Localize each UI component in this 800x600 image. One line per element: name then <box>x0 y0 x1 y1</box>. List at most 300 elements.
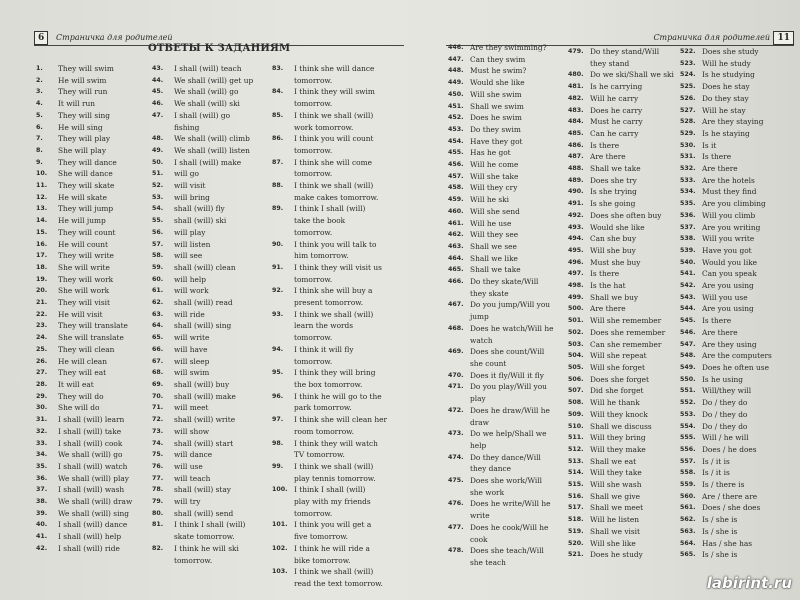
answer-item <box>36 274 132 286</box>
answer-number: 531. <box>680 153 696 161</box>
answer-item <box>680 198 772 210</box>
answer-item <box>272 110 387 133</box>
answer-number: 456. <box>448 161 464 169</box>
answer-item <box>36 215 132 227</box>
answer-item <box>36 63 132 75</box>
answer-item <box>448 54 554 66</box>
answer-item <box>568 210 674 222</box>
answers-column-1 <box>36 63 132 555</box>
answer-item <box>568 175 674 187</box>
answer-number: 81. <box>152 521 164 529</box>
answer-number: 21. <box>36 299 48 307</box>
answer-text: We shall (will) go <box>58 450 123 460</box>
answer-number: 4. <box>36 100 43 108</box>
answer-text: I think we shall (will) play tennis tomorrow. <box>294 461 376 483</box>
answer-item <box>272 180 387 203</box>
answer-text: I think they will watch TV tomorrow. <box>294 438 378 460</box>
answer-number: 460. <box>448 207 464 215</box>
answer-item <box>448 405 554 428</box>
answer-item <box>568 397 674 409</box>
answer-text: Does she teach/Will she teach <box>470 546 544 567</box>
answer-item <box>448 206 554 218</box>
answer-number: 500. <box>568 305 584 313</box>
answer-item <box>680 444 772 456</box>
answer-item <box>36 75 132 87</box>
answer-text: I think they will visit us tomorrow. <box>294 262 382 284</box>
answer-number: 458. <box>448 184 464 192</box>
answer-number: 524. <box>680 71 696 79</box>
answers-column-4 <box>448 42 554 569</box>
answer-item <box>36 367 132 379</box>
answer-item <box>680 421 772 433</box>
answer-text: I think she will come tomorrow. <box>294 157 372 179</box>
answer-number: 533. <box>680 176 696 184</box>
answer-number: 18. <box>36 263 48 271</box>
answer-item <box>152 145 253 157</box>
answer-item <box>36 145 132 157</box>
answer-item <box>448 498 554 521</box>
answer-number: 8. <box>36 146 43 154</box>
answer-item <box>568 128 674 140</box>
answer-text: shall (will) send <box>174 508 234 518</box>
answer-text: Will he listen <box>590 515 640 525</box>
answer-number: 497. <box>568 270 584 278</box>
answer-text: I think you will get a five tomorrow. <box>294 520 372 542</box>
answer-text: Does it fly/Will it fly <box>470 370 544 380</box>
answer-text: I shall (will) make <box>174 157 242 167</box>
answer-item <box>568 467 674 479</box>
answer-item <box>36 320 132 332</box>
answer-text: Will she forget <box>590 362 645 372</box>
answer-text: Has / she has <box>702 538 753 548</box>
answer-text: Does she study <box>702 47 759 56</box>
answer-text: We shall (will) play <box>58 473 129 483</box>
answer-item <box>36 98 132 110</box>
answer-number: 565. <box>680 551 696 559</box>
answer-item <box>680 409 772 421</box>
answer-item <box>680 315 772 327</box>
answer-number: 534. <box>680 188 696 196</box>
answer-text: Will he study <box>702 58 751 68</box>
answer-text: Will they bring <box>590 433 646 443</box>
answer-text: They will eat <box>58 368 107 378</box>
answer-item <box>152 250 253 262</box>
answer-item <box>36 391 132 403</box>
answer-item <box>568 514 674 526</box>
answer-number: 504. <box>568 352 584 360</box>
answer-item <box>272 414 387 437</box>
answer-text: Would you like <box>702 257 758 267</box>
answer-number: 545. <box>680 317 696 325</box>
answer-number: 6. <box>36 123 43 131</box>
answer-text: Is / there is <box>702 480 745 490</box>
answer-number: 73. <box>152 427 164 435</box>
answer-item <box>36 122 132 134</box>
answer-item <box>568 362 674 374</box>
answer-number: 78. <box>152 486 164 494</box>
answer-text: Must he carry <box>590 117 643 127</box>
answer-text: Shall we visit <box>590 526 641 536</box>
answer-number: 26. <box>36 357 48 365</box>
answer-item <box>152 379 253 391</box>
answer-number: 505. <box>568 363 584 371</box>
answer-item <box>680 397 772 409</box>
answer-item <box>568 69 674 81</box>
answer-item <box>680 105 772 117</box>
answer-item <box>568 268 674 280</box>
answer-text: Does he write/Will he write <box>470 499 551 521</box>
answer-number: 519. <box>568 527 584 535</box>
answer-number: 14. <box>36 217 48 225</box>
answer-text: Is there <box>590 269 620 279</box>
answer-number: 488. <box>568 165 584 173</box>
answer-text: Are the computers <box>702 351 772 361</box>
answer-number: 102. <box>272 544 288 552</box>
answer-number: 528. <box>680 118 696 126</box>
answer-number: 462. <box>448 231 464 239</box>
answer-item <box>568 163 674 175</box>
answer-item <box>680 210 772 222</box>
answer-number: 523. <box>680 59 696 67</box>
answer-item <box>36 543 132 555</box>
answer-item <box>448 241 554 253</box>
answer-text: shall (will) write <box>174 415 236 425</box>
answer-number: 19. <box>36 275 48 283</box>
answer-item <box>568 374 674 386</box>
answer-item <box>680 233 772 245</box>
answer-text: Do we ski/Shall we ski <box>590 70 674 80</box>
answer-item <box>680 385 772 397</box>
answer-number: 557. <box>680 457 696 465</box>
answer-text: Is / she is <box>702 515 738 525</box>
answer-text: I think you will count tomorrow. <box>294 134 374 155</box>
answer-number: 484. <box>568 118 584 126</box>
answer-item <box>680 432 772 444</box>
answer-text: will write <box>174 333 210 343</box>
answer-item <box>680 456 772 468</box>
answer-item <box>152 309 253 321</box>
answer-text: Are they staying <box>702 117 764 127</box>
answer-item <box>272 367 387 390</box>
answer-number: 30. <box>36 404 48 412</box>
answer-text: Will she buy <box>590 245 636 255</box>
answer-number: 37. <box>36 486 48 494</box>
answer-item <box>568 257 674 269</box>
answer-item <box>152 496 253 508</box>
answer-number: 32. <box>36 427 48 435</box>
answer-number: 11. <box>36 182 48 190</box>
answer-number: 65. <box>152 334 164 342</box>
answer-number: 521. <box>568 551 584 559</box>
answer-text: I think we shall (will) read the text tomorrow. <box>294 567 383 588</box>
answer-text: It will run <box>58 99 96 109</box>
left-page-number: 6 <box>34 31 48 45</box>
answer-text: Must they find <box>702 187 757 197</box>
answer-item <box>448 545 554 568</box>
answer-number: 454. <box>448 137 464 145</box>
answer-number: 513. <box>568 457 584 465</box>
answer-text: Shall we meet <box>590 503 644 513</box>
answer-number: 29. <box>36 392 48 400</box>
answer-text: Is he studying <box>702 70 755 80</box>
answer-text: Does he stay <box>702 82 750 92</box>
answer-number: 503. <box>568 340 584 348</box>
answer-number: 76. <box>152 462 164 470</box>
answer-text: Does she remember <box>590 327 666 337</box>
answer-item <box>152 344 253 356</box>
answer-number: 27. <box>36 369 48 377</box>
answer-text: will bring <box>174 192 210 202</box>
answer-number: 39. <box>36 509 48 517</box>
answer-text: They will visit <box>58 298 111 308</box>
answer-text: I think she will buy a present tomorrow. <box>294 286 373 308</box>
answer-item <box>152 157 253 169</box>
answer-number: 498. <box>568 282 584 290</box>
answer-text: Does / she does <box>702 503 761 513</box>
answer-number: 80. <box>152 509 164 517</box>
answer-number: 41. <box>36 533 48 541</box>
answer-text: He will count <box>58 239 109 249</box>
answer-item <box>36 309 132 321</box>
answer-number: 52. <box>152 182 164 190</box>
answer-text: Will they see <box>470 230 519 240</box>
answer-number: 42. <box>36 544 48 552</box>
answer-text: will help <box>174 274 206 284</box>
answer-item <box>36 531 132 543</box>
answer-number: 530. <box>680 141 696 149</box>
answer-text: Shall we eat <box>590 456 637 466</box>
answer-item <box>36 473 132 485</box>
answer-text: will play <box>174 227 206 237</box>
answer-number: 79. <box>152 498 164 506</box>
answer-number: 551. <box>680 387 696 395</box>
answer-number: 517. <box>568 504 584 512</box>
answer-text: They will swim <box>58 64 114 73</box>
answer-item <box>568 526 674 538</box>
answer-text: I think you will talk to him tomorrow. <box>294 239 377 261</box>
answer-number: 452. <box>448 114 464 122</box>
answer-item <box>152 473 253 485</box>
answer-number: 72. <box>152 416 164 424</box>
answer-number: 465. <box>448 266 464 274</box>
answer-number: 45. <box>152 88 164 96</box>
answer-item <box>680 163 772 175</box>
answer-text: Do they skate/Will they skate <box>470 277 539 298</box>
answer-item <box>448 89 554 101</box>
answer-text: Have you got <box>702 245 752 255</box>
answer-number: 49. <box>152 146 164 154</box>
watermark-logo: labirint.ru <box>706 574 792 592</box>
answer-text: We shall (will) get up <box>174 75 254 85</box>
answer-item <box>36 285 132 297</box>
answer-item <box>448 77 554 89</box>
answer-item <box>680 549 772 561</box>
answer-number: 472. <box>448 406 464 414</box>
right-page-number: 11 <box>773 31 794 45</box>
answer-text: Do you play/Will you play <box>470 382 547 404</box>
answer-number: 494. <box>568 235 584 243</box>
answer-text: will ride <box>174 309 205 319</box>
answer-item <box>272 63 387 86</box>
answer-item <box>36 239 132 251</box>
answer-item <box>680 491 772 503</box>
answer-item <box>152 461 253 473</box>
answer-number: 514. <box>568 469 584 477</box>
answer-number: 512. <box>568 445 584 453</box>
answer-number: 479. <box>568 48 584 55</box>
answer-text: She will play <box>58 145 106 155</box>
answer-text: will listen <box>174 239 211 249</box>
answer-text: will go <box>174 169 199 179</box>
answer-item <box>680 140 772 152</box>
answer-text: I think he will ride a bike tomorrow. <box>294 543 370 565</box>
answer-text: I think it will fly tomorrow. <box>294 344 354 366</box>
answer-text: He will jump <box>58 216 106 226</box>
answer-number: 493. <box>568 223 584 231</box>
answer-text: Are they using <box>702 339 757 349</box>
answer-item <box>152 297 253 309</box>
answer-text: They will play <box>58 134 111 144</box>
answer-item <box>568 409 674 421</box>
answer-number: 556. <box>680 445 696 453</box>
answer-number: 561. <box>680 504 696 512</box>
answer-item <box>36 461 132 473</box>
answer-item <box>152 203 253 215</box>
answer-number: 74. <box>152 439 164 447</box>
answer-number: 515. <box>568 481 584 489</box>
answer-item <box>568 46 674 69</box>
answer-text: will meet <box>174 403 209 413</box>
answer-text: Does he draw/Will he draw <box>470 405 550 427</box>
answer-text: Will he stay <box>702 105 746 115</box>
answer-item <box>448 171 554 183</box>
answer-item <box>448 159 554 171</box>
answer-item <box>36 250 132 262</box>
answer-number: 459. <box>448 196 464 204</box>
answer-text: Will he carry <box>590 93 639 103</box>
answer-item <box>152 227 253 239</box>
answer-text: I think we shall (will) make cakes tomorrow. <box>294 181 379 202</box>
answer-text: Is / it is <box>702 456 730 466</box>
answer-number: 98. <box>272 439 284 447</box>
answer-text: Is it <box>702 140 717 150</box>
answer-number: 563. <box>680 527 696 535</box>
answer-text: Do / they do <box>702 409 748 419</box>
answer-number: 461. <box>448 219 464 227</box>
answer-number: 82. <box>152 544 164 552</box>
answer-item <box>680 116 772 128</box>
answer-item <box>152 98 253 110</box>
answer-number: 84. <box>272 88 284 96</box>
answer-item <box>36 449 132 461</box>
answer-number: 474. <box>448 453 464 461</box>
answer-item <box>680 339 772 351</box>
answer-number: 94. <box>272 345 284 353</box>
answer-text: Has he got <box>470 148 511 158</box>
answer-text: Can she buy <box>590 234 637 244</box>
answer-number: 77. <box>152 474 164 482</box>
answer-text: will have <box>174 344 208 354</box>
answer-item <box>152 180 253 192</box>
answer-number: 446. <box>448 44 464 51</box>
answer-number: 1. <box>36 65 43 72</box>
answer-item <box>152 332 253 344</box>
answer-item <box>272 438 387 461</box>
answer-text: Will they take <box>590 468 642 478</box>
answer-text: Will she wash <box>590 480 642 490</box>
answer-number: 43. <box>152 65 164 72</box>
answer-text: Did she forget <box>590 386 644 396</box>
answer-item <box>568 198 674 210</box>
answer-item <box>152 168 253 180</box>
answer-text: Will they knock <box>590 409 648 419</box>
answer-text: Will / he will <box>702 433 749 443</box>
answers-column-3 <box>272 63 387 590</box>
answer-item <box>448 323 554 346</box>
answer-number: 492. <box>568 211 584 219</box>
answer-text: Would she like <box>470 78 525 88</box>
answer-text: Shall we like <box>470 253 518 263</box>
answer-number: 9. <box>36 158 43 166</box>
answer-number: 47. <box>152 111 164 119</box>
answer-number: 542. <box>680 282 696 290</box>
answer-number: 564. <box>680 539 696 547</box>
answer-item <box>152 285 253 297</box>
answer-number: 53. <box>152 193 164 201</box>
answer-text: Is he carrying <box>590 82 643 92</box>
answer-item <box>568 93 674 105</box>
answer-item <box>152 426 253 438</box>
answer-number: 87. <box>272 158 284 166</box>
answer-text: Can you speak <box>702 269 757 279</box>
answer-item <box>272 566 387 589</box>
answer-number: 491. <box>568 200 584 208</box>
answer-text: I shall (will) help <box>58 532 122 542</box>
answer-item <box>152 414 253 426</box>
answer-number: 541. <box>680 270 696 278</box>
answer-number: 536. <box>680 211 696 219</box>
answer-text: They will count <box>58 227 116 237</box>
answer-number: 17. <box>36 252 48 260</box>
answer-number: 508. <box>568 399 584 407</box>
answer-text: Do you jump/Will you jump <box>470 300 551 322</box>
answer-number: 93. <box>272 310 284 318</box>
answer-text: Shall we buy <box>590 292 639 302</box>
answer-item <box>680 502 772 514</box>
answer-text: Are there <box>702 327 738 337</box>
answer-number: 549. <box>680 363 696 371</box>
answer-item <box>36 157 132 169</box>
answer-text: will see <box>174 251 203 261</box>
answer-item <box>568 245 674 257</box>
answer-item <box>680 128 772 140</box>
answer-item <box>152 239 253 251</box>
answer-text: Are they swimming? <box>470 43 547 52</box>
answer-number: 482. <box>568 94 584 102</box>
answer-item <box>272 203 387 238</box>
answer-item <box>568 292 674 304</box>
answer-number: 60. <box>152 275 164 283</box>
answer-item <box>568 140 674 152</box>
answer-text: Does she count/Will she count <box>470 347 545 368</box>
answer-item <box>152 63 253 75</box>
answer-item <box>36 332 132 344</box>
answer-item <box>36 86 132 98</box>
answer-item <box>272 461 387 484</box>
answer-number: 468. <box>448 324 464 332</box>
answer-text: Is he using <box>702 374 743 384</box>
answer-number: 466. <box>448 278 464 286</box>
